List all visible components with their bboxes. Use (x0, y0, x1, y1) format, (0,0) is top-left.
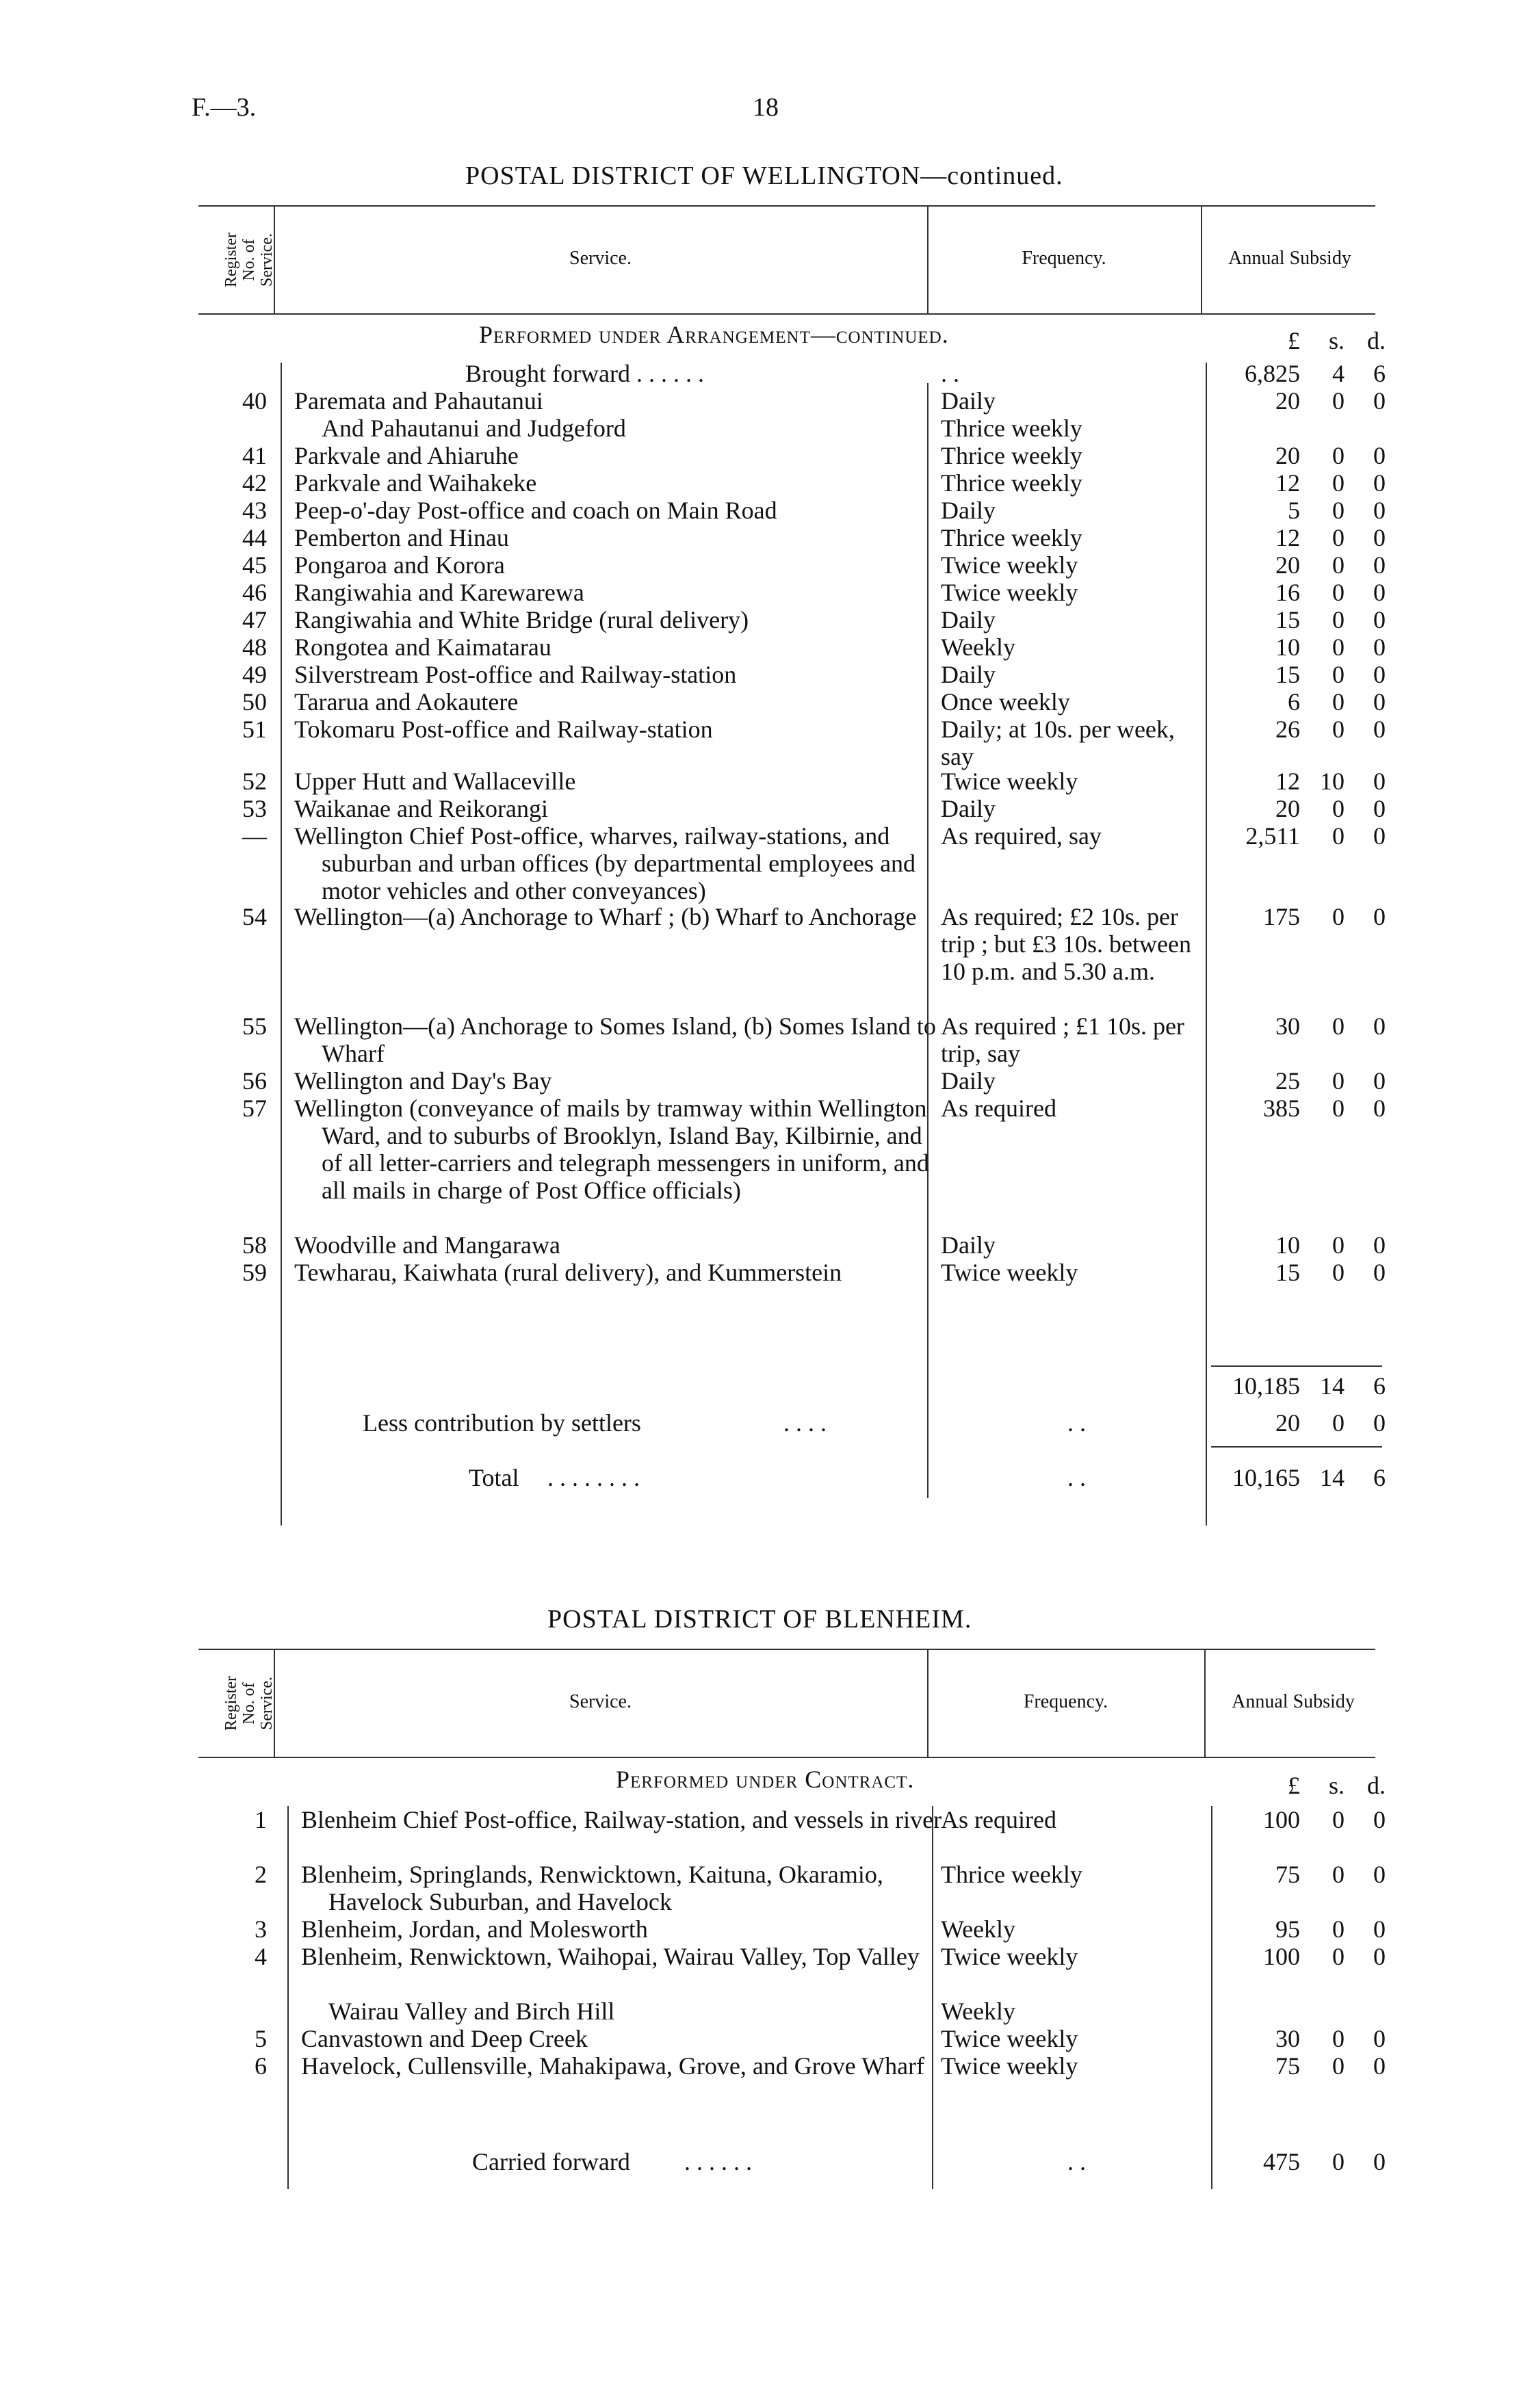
subsidy-pounds: 75 (1275, 1861, 1300, 1888)
subsidy-pence: 0 (1373, 795, 1386, 822)
subsidy-pounds: 10 (1275, 633, 1300, 661)
service-description: Blenheim Chief Post-office, Railway-station, and vessels in river (301, 1806, 942, 1833)
register-number: 45 (242, 551, 267, 579)
register-number: 5 (255, 2025, 267, 2052)
register-number: — (242, 822, 267, 850)
register-number: 59 (242, 1259, 267, 1286)
subsidy-shillings: 0 (1332, 1095, 1345, 1122)
register-number: 46 (242, 579, 267, 606)
subsidy-pounds: 30 (1275, 1012, 1300, 1040)
subsidy-shillings: 0 (1332, 579, 1345, 606)
register-number: 3 (255, 1915, 267, 1943)
subsidy-shillings: 0 (1332, 2025, 1345, 2052)
service-description: Wairau Valley and Birch Hill (328, 1998, 615, 2025)
subsidy-header: Annual Subsidy (1228, 248, 1351, 269)
subsidy-shillings: 0 (1332, 1231, 1345, 1259)
subsidy-shillings: 0 (1332, 606, 1345, 633)
subsidy-pence: 0 (1373, 1943, 1386, 1970)
subsidy-shillings: 0 (1332, 688, 1345, 716)
frequency-cell: Thrice weekly (941, 415, 1082, 442)
subsidy-header-blenheim: Annual Subsidy (1232, 1691, 1355, 1712)
service-description: Blenheim, Renwicktown, Waihopai, Wairau Valley, Top Valley (301, 1943, 920, 1970)
subsidy-pence: 6 (1373, 360, 1386, 387)
register-number: 54 (242, 903, 267, 930)
subsidy-pounds: 100 (1263, 1806, 1300, 1833)
subsidy-pence: 0 (1373, 2052, 1386, 2080)
service-description: Paremata and Pahautanui (294, 387, 543, 415)
subsidy-pence: 0 (1373, 633, 1386, 661)
subsidy-pence: 0 (1373, 1012, 1386, 1040)
service-description: Parkvale and Waihakeke (294, 469, 537, 497)
subsidy-shillings: 0 (1332, 716, 1345, 743)
register-number: 53 (242, 795, 267, 822)
frequency-cell: As required; £2 10s. per trip ; but £3 10s. between 10 p.m. and 5.30 a.m. (941, 903, 1191, 985)
service-description: Wellington—(a) Anchorage to Somes Island, (b) Somes Island to Wharf (294, 1012, 936, 1067)
unit-pounds: £ (1288, 327, 1300, 354)
service-description: Wellington Chief Post-office, wharves, railway-stations, and suburban and urban offices (by departmental employees and motor vehicles and other conveyances) (294, 822, 916, 904)
subsidy-pence: 0 (1373, 442, 1386, 469)
frequency-cell: Daily (941, 795, 996, 822)
register-number: 51 (242, 716, 267, 743)
subsidy-shillings: 0 (1332, 661, 1345, 688)
subsidy-pence: 0 (1373, 903, 1386, 930)
subsidy-pence: 0 (1373, 1067, 1386, 1095)
subsidy-pounds: 10 (1275, 1231, 1300, 1259)
register-number: 6 (255, 2052, 267, 2080)
service-description: Tararua and Aokautere (294, 688, 519, 716)
register-number: 42 (242, 469, 267, 497)
register-number: 56 (242, 1067, 267, 1095)
subsidy-shillings: 0 (1332, 903, 1345, 930)
frequency-cell: Thrice weekly (941, 524, 1082, 551)
frequency-cell: As required ; £1 10s. per trip, say (941, 1012, 1184, 1067)
service-header: Service. (569, 248, 632, 269)
subsidy-pounds: 95 (1275, 1915, 1300, 1943)
subsidy-pence: 0 (1373, 524, 1386, 551)
frequency-cell: Thrice weekly (941, 442, 1082, 469)
service-description: Rongotea and Kaimatarau (294, 633, 551, 661)
subsidy-shillings: 0 (1332, 1861, 1345, 1888)
subsidy-shillings: 0 (1332, 633, 1345, 661)
frequency-cell: As required, say (941, 822, 1102, 850)
subsidy-pounds: 12 (1275, 469, 1300, 497)
subsidy-pounds: 5 (1288, 497, 1300, 524)
subsidy-shillings: 0 (1332, 524, 1345, 551)
subsidy-pounds: 15 (1275, 1259, 1300, 1286)
subsidy-pounds: 20 (1275, 387, 1300, 415)
subsidy-pounds: 75 (1275, 2052, 1300, 2080)
service-description: Tokomaru Post-office and Railway-station (294, 716, 713, 743)
register-number: 58 (242, 1231, 267, 1259)
service-description: Canvastown and Deep Creek (301, 2025, 588, 2052)
subsidy-pence: 0 (1373, 661, 1386, 688)
subsidy-pence: 0 (1373, 2025, 1386, 2052)
frequency-cell: Once weekly (941, 688, 1070, 716)
unit-pounds-b: £ (1288, 1772, 1300, 1799)
subsidy-shillings: 0 (1332, 795, 1345, 822)
subsidy-pence: 0 (1373, 1806, 1386, 1833)
subsidy-pence: 0 (1373, 606, 1386, 633)
subsidy-shillings: 0 (1332, 1012, 1345, 1040)
subsidy-pounds: 26 (1275, 716, 1300, 743)
subsidy-pence: 0 (1373, 1231, 1386, 1259)
service-description: Upper Hutt and Wallaceville (294, 768, 576, 795)
subsidy-shillings: 0 (1332, 497, 1345, 524)
subsidy-shillings: 0 (1332, 822, 1345, 850)
service-description: Peep-o'-day Post-office and coach on Main Road (294, 497, 777, 524)
subsidy-pounds: 100 (1263, 1943, 1300, 1970)
register-number: 50 (242, 688, 267, 716)
subsidy-pounds: 385 (1263, 1095, 1300, 1122)
service-description: And Pahautanui and Judgeford (322, 415, 626, 442)
frequency-cell: Daily (941, 1067, 996, 1095)
frequency-header: Frequency. (1022, 248, 1106, 269)
subsidy-pence: 0 (1373, 387, 1386, 415)
subsidy-shillings: 0 (1332, 1915, 1345, 1943)
subsidy-pence: 0 (1373, 1095, 1386, 1122)
frequency-cell: As required (941, 1806, 1056, 1833)
frequency-cell: Daily (941, 1231, 996, 1259)
subsidy-pence: 0 (1373, 1259, 1386, 1286)
subsidy-pence: 0 (1373, 1861, 1386, 1888)
service-description: Rangiwahia and White Bridge (rural delivery) (294, 606, 749, 633)
wellington-section-heading: Performed under Arrangement—continued. (479, 321, 949, 348)
register-number: 43 (242, 497, 267, 524)
subsidy-pounds: 2,511 (1245, 822, 1300, 850)
register-number: 47 (242, 606, 267, 633)
service-description: Woodville and Mangarawa (294, 1231, 560, 1259)
register-number: 4 (255, 1943, 267, 1970)
page-number: 18 (753, 93, 779, 122)
wellington-title: POSTAL DISTRICT OF WELLINGTON—continued. (465, 161, 1063, 190)
subsidy-shillings: 0 (1332, 1806, 1345, 1833)
subsidy-pence: 0 (1373, 716, 1386, 743)
frequency-cell: Twice weekly (941, 579, 1078, 606)
frequency-cell: Thrice weekly (941, 469, 1082, 497)
service-description: Waikanae and Reikorangi (294, 795, 548, 822)
subsidy-pounds: 20 (1275, 442, 1300, 469)
register-header-blenheim: Register No. of Service. (222, 1676, 276, 1731)
subsidy-pounds: 25 (1275, 1067, 1300, 1095)
subsidy-pounds: 20 (1275, 795, 1300, 822)
register-number: 1 (255, 1806, 267, 1833)
subsidy-pounds: 175 (1263, 903, 1300, 930)
register-number: 48 (242, 633, 267, 661)
subsidy-pence: 0 (1373, 822, 1386, 850)
frequency-cell: Weekly (941, 1998, 1016, 2025)
frequency-cell: Daily (941, 606, 996, 633)
service-description: Blenheim, Springlands, Renwicktown, Kaituna, Okaramio, Havelock Suburban, and Havelock (301, 1861, 883, 1915)
frequency-cell: Twice weekly (941, 768, 1078, 795)
subsidy-shillings: 0 (1332, 551, 1345, 579)
register-number: 44 (242, 524, 267, 551)
subsidy-pounds: 16 (1275, 579, 1300, 606)
frequency-cell: . . (941, 360, 959, 387)
frequency-cell: Weekly (941, 1915, 1016, 1943)
register-number: 55 (242, 1012, 267, 1040)
service-description: Pemberton and Hinau (294, 524, 509, 551)
service-description: Parkvale and Ahiaruhe (294, 442, 519, 469)
frequency-cell: Daily (941, 497, 996, 524)
subsidy-shillings: 10 (1320, 768, 1345, 795)
subsidy-pence: 0 (1373, 688, 1386, 716)
subsidy-pounds: 12 (1275, 768, 1300, 795)
service-description: Havelock, Cullensville, Mahakipawa, Grove, and Grove Wharf (301, 2052, 925, 2080)
subsidy-shillings: 0 (1332, 1067, 1345, 1095)
subsidy-pence: 0 (1373, 469, 1386, 497)
unit-shillings-b: s. (1328, 1772, 1345, 1799)
service-description: Silverstream Post-office and Railway-station (294, 661, 737, 688)
service-description: Wellington and Day's Bay (294, 1067, 552, 1095)
frequency-cell: Twice weekly (941, 1943, 1078, 1970)
service-description: Rangiwahia and Karewarewa (294, 579, 584, 606)
frequency-cell: Weekly (941, 633, 1016, 661)
subsidy-shillings: 0 (1332, 1943, 1345, 1970)
service-description: Wellington—(a) Anchorage to Wharf ; (b) Wharf to Anchorage (294, 903, 917, 930)
subsidy-shillings: 4 (1332, 360, 1345, 387)
subsidy-pence: 0 (1373, 579, 1386, 606)
register-number: 52 (242, 768, 267, 795)
subsidy-shillings: 0 (1332, 2052, 1345, 2080)
unit-pence: d. (1367, 327, 1386, 354)
frequency-cell: Twice weekly (941, 2025, 1078, 2052)
subsidy-pounds: 6 (1288, 688, 1300, 716)
frequency-cell: Daily; at 10s. per week, say (941, 716, 1175, 770)
frequency-cell: Thrice weekly (941, 1861, 1082, 1888)
service-header-blenheim: Service. (569, 1691, 632, 1712)
subsidy-pounds: 20 (1275, 551, 1300, 579)
subsidy-pence: 0 (1373, 497, 1386, 524)
frequency-header-blenheim: Frequency. (1023, 1691, 1108, 1712)
subsidy-pence: 0 (1373, 551, 1386, 579)
service-description: Wellington (conveyance of mails by tramway within Wellington Ward, and to suburbs of Brooklyn, Island Bay, Kilbirnie, and of all letter-carriers and telegraph messengers in uniform, and all mails in charge of Post Office officials) (294, 1095, 929, 1204)
subsidy-pounds: 6,825 (1245, 360, 1300, 387)
register-header: Register No. of Service. (222, 233, 276, 287)
register-number: 49 (242, 661, 267, 688)
unit-shillings: s. (1328, 327, 1345, 354)
register-number: 2 (255, 1861, 267, 1888)
subsidy-pence: 0 (1373, 1915, 1386, 1943)
subsidy-pounds: 12 (1275, 524, 1300, 551)
page-ref: F.—3. (192, 93, 257, 122)
subsidy-shillings: 0 (1332, 1259, 1345, 1286)
service-description: Blenheim, Jordan, and Molesworth (301, 1915, 648, 1943)
subsidy-pounds: 15 (1275, 606, 1300, 633)
subsidy-shillings: 0 (1332, 469, 1345, 497)
subsidy-shillings: 0 (1332, 442, 1345, 469)
register-number: 40 (242, 387, 267, 415)
subsidy-pounds: 15 (1275, 661, 1300, 688)
unit-pence-b: d. (1367, 1772, 1386, 1799)
service-description: Tewharau, Kaiwhata (rural delivery), and Kummerstein (294, 1259, 842, 1286)
blenheim-title: POSTAL DISTRICT OF BLENHEIM. (547, 1605, 972, 1634)
frequency-cell: As required (941, 1095, 1056, 1122)
service-description: Pongaroa and Korora (294, 551, 505, 579)
service-description: Brought forward . . . . . . (465, 360, 704, 387)
frequency-cell: Daily (941, 387, 996, 415)
register-number: 57 (242, 1095, 267, 1122)
subsidy-shillings: 0 (1332, 387, 1345, 415)
frequency-cell: Daily (941, 661, 996, 688)
frequency-cell: Twice weekly (941, 551, 1078, 579)
frequency-cell: Twice weekly (941, 1259, 1078, 1286)
subsidy-pence: 0 (1373, 768, 1386, 795)
blenheim-section-heading: Performed under Contract. (616, 1766, 915, 1793)
register-number: 41 (242, 442, 267, 469)
frequency-cell: Twice weekly (941, 2052, 1078, 2080)
subsidy-pounds: 30 (1275, 2025, 1300, 2052)
